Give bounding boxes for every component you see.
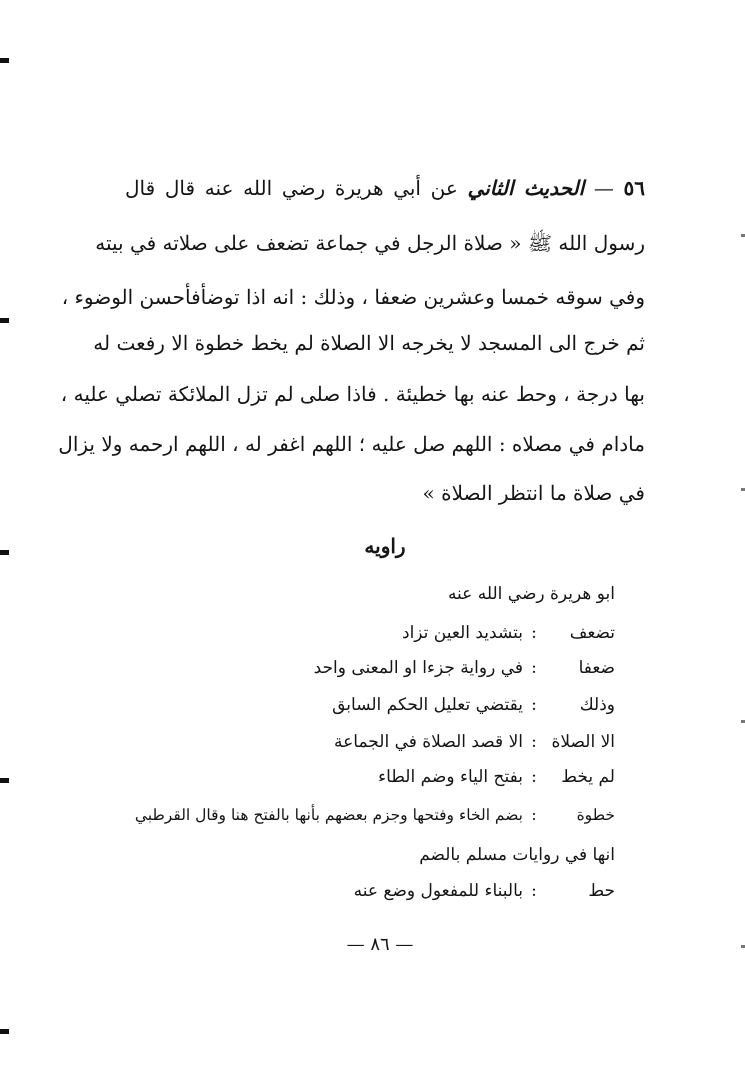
glossary-definition: بتشديد العين تزاد <box>402 623 523 643</box>
narrator-heading: راويه <box>364 534 406 558</box>
scan-edge-mark <box>0 778 9 783</box>
glossary-term: لم يخط <box>561 767 615 787</box>
glossary-term: خطوة <box>576 806 615 824</box>
glossary-separator: : <box>531 881 537 901</box>
scan-edge-mark <box>0 550 9 555</box>
scan-edge-mark <box>0 1029 9 1034</box>
scan-edge-mark <box>0 318 9 323</box>
glossary-row <box>135 804 615 826</box>
hadith-line-text-1: عن أبي هريرة رضي الله عنه قال قال <box>125 176 458 200</box>
scan-edge-mark <box>741 234 745 237</box>
narrator-name: ابو هريرة رضي الله عنه <box>447 584 615 604</box>
glossary-row <box>332 694 615 716</box>
glossary-row <box>334 731 615 753</box>
glossary-definition: في رواية جزءا او المعنى واحد <box>313 658 523 678</box>
glossary-separator: : <box>531 806 537 824</box>
hadith-line-5: بها درجة ، وحط عنه بها خطيئة . فاذا صلى لم تزل الملائكة تصلي عليه ، <box>60 382 645 406</box>
scan-edge-mark <box>741 720 745 723</box>
glossary-continuation: انها في روايات مسلم بالضم <box>419 845 615 865</box>
page-number: — ٨٦ — <box>346 934 414 955</box>
hadith-line-1 <box>125 177 645 199</box>
glossary-term: حط <box>588 881 615 901</box>
glossary-definition: بضم الخاء وفتحها وجزم بعضهم بأنها بالفتح هنا وقال القرطبي <box>134 806 523 824</box>
glossary-term: تضعف <box>569 623 615 643</box>
glossary-definition: بالبناء للمفعول وضع عنه <box>353 881 523 901</box>
glossary-term: ضعفا <box>578 658 615 678</box>
glossary-definition: بفتح الياء وضم الطاء <box>378 767 523 787</box>
scan-edge-mark <box>741 945 745 948</box>
glossary-separator: : <box>531 732 537 752</box>
glossary-row <box>354 880 615 902</box>
hadith-number: ٥٦ <box>623 176 646 200</box>
glossary-separator: : <box>531 623 537 643</box>
glossary-row <box>314 657 615 679</box>
glossary-definition: يقتضي تعليل الحكم السابق <box>332 695 523 715</box>
hadith-line-2: رسول الله ﷺ « صلاة الرجل في جماعة تضعف على صلاته في بيته <box>95 231 645 255</box>
glossary-definition: الا قصد الصلاة في الجماعة <box>334 732 523 752</box>
glossary-row <box>378 766 615 788</box>
hadith-line-4: ثم خرج الى المسجد لا يخرجه الا الصلاة لم يخط خطوة الا رفعت له <box>93 331 645 355</box>
glossary-term: الا الصلاة <box>551 732 615 752</box>
hadith-line-3: وفي سوقه خمسا وعشرين ضعفا ، وذلك : انه اذا توضأفأحسن الوضوء ، <box>61 285 645 309</box>
glossary-separator: : <box>531 658 537 678</box>
hadith-line-6: مادام في مصلاه : اللهم صل عليه ؛ اللهم اغفر له ، اللهم ارحمه ولا يزال <box>58 432 645 456</box>
hadith-dash: — <box>593 176 614 200</box>
glossary-separator: : <box>531 767 537 787</box>
scan-edge-mark <box>0 58 9 63</box>
hadith-title: الحديث الثاني <box>467 176 585 200</box>
hadith-line-7: في صلاة ما انتظر الصلاة » <box>422 481 645 505</box>
glossary-row <box>402 622 615 644</box>
glossary-separator: : <box>531 695 537 715</box>
scan-edge-mark <box>741 488 745 491</box>
glossary-term: وذلك <box>579 695 615 715</box>
